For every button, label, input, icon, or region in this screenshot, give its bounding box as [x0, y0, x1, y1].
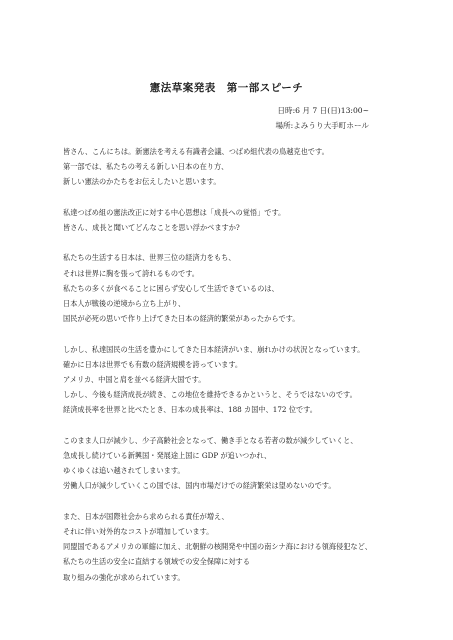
- event-meta: [275, 103, 369, 133]
- text-line: 私たちの生活の安全に直結する領域での安全保障に対する: [63, 557, 250, 567]
- text-line: このまま人口が減少し、少子高齢社会となって、働き手となる若者の数が減少していくと、: [63, 435, 358, 445]
- text-line: 経済成長率を世界と比べたとき、日本の成長率は、188 カ国中、172 位です。: [63, 405, 317, 415]
- text-line: しかし、私達国民の生活を豊かにしてきた日本経済がいま、崩れかけの状況となっています。: [63, 344, 365, 354]
- date-line: 日時:6 月 7 日(日)13:00~: [277, 106, 369, 115]
- text-line: しかし、今後も経済成長が続き、この地位を維持できるかというと、そうではないのです。: [63, 390, 357, 400]
- paragraph: [63, 144, 403, 190]
- paragraph: [63, 342, 403, 418]
- text-line: 私達つばめ組の憲法改正に対する中心思想は「成長への覚悟」です。: [63, 207, 286, 217]
- text-line: ゆくゆくは追い越されてしまいます。: [63, 466, 185, 476]
- paragraph: [63, 250, 403, 326]
- paragraph: [63, 509, 403, 585]
- text-line: それに伴い対外的なコストが増加しています。: [63, 527, 214, 536]
- paragraph: [63, 433, 403, 494]
- text-line: それは世界に胸を張って誇れるものです。: [63, 268, 199, 278]
- text-line: 皆さん、こんにちは。新憲法を考える有識者会議、つばめ組代表の鳥越克也です。: [63, 147, 329, 156]
- text-line: 日本人が戦後の逆境から立ち上がり、: [63, 299, 186, 308]
- text-line: 皆さん、成長と聞いてどんなことを思い浮かべますか?: [63, 223, 240, 232]
- text-line: 新しい憲法のかたちをお伝えしたいと思います。: [63, 177, 221, 187]
- text-line: 同盟国であるアメリカの軍縮に加え、北朝鮮の核開発や中国の南シナ海における領海侵犯など、: [63, 542, 372, 552]
- text-line: 私たちの生活する日本は、世界三位の経済力をもち、: [63, 253, 236, 263]
- venue-line: 場所:よみうり大手町ホール: [275, 121, 369, 130]
- text-line: また、日本が国際社会から求められる責任が増え、: [63, 511, 229, 521]
- document-title: 憲法草案発表 第一部スピーチ: [149, 82, 304, 94]
- text-line: アメリカ、中国と肩を並べる経済大国です。: [63, 375, 206, 384]
- text-line: 取り組みの強化が求められています。: [63, 572, 185, 582]
- text-line: 確かに日本は世界でも有数の経済規模を誇っています。: [63, 359, 243, 369]
- text-line: 第一部では、私たちの考える新しい日本の在り方、: [63, 162, 229, 172]
- text-line: 労働人口が減少していくこの国では、国内市場だけでの経済繁栄は望めないのです。: [63, 481, 336, 491]
- speech-body: [63, 144, 403, 600]
- text-line: 急成長し続けている新興国・発展途上国に GDP が追いつかれ、: [63, 451, 272, 460]
- text-line: 国民が必死の思いで作り上げてきた日本の経済的繁栄があったからです。: [63, 314, 300, 324]
- paragraph: [63, 205, 403, 235]
- text-line: 私たちの多くが食べることに困らず安心して生活できているのは、: [63, 283, 279, 293]
